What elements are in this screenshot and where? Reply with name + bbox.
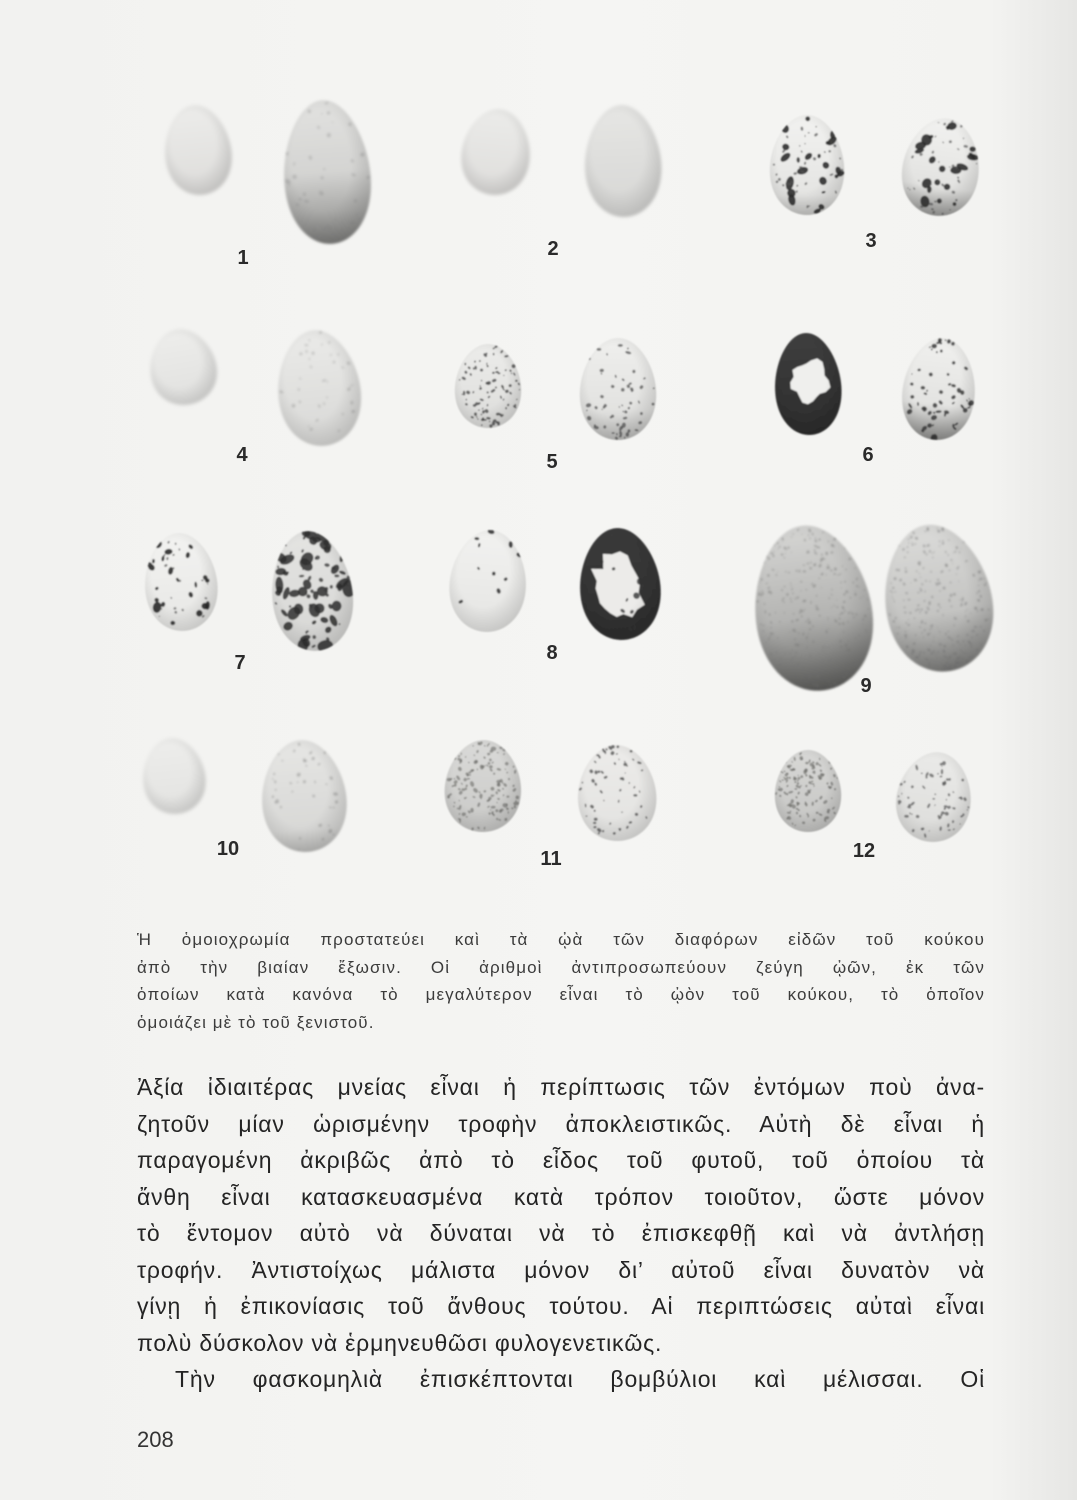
egg-right: [265, 523, 363, 657]
paragraph: [137, 1069, 985, 1361]
egg-shading: [272, 326, 366, 450]
body-line: τροφήν. Ἀντιστοίχως μάλιστα μόνον δι’ αὐτοῦ εἶναι δυνατὸν νὰ: [137, 1256, 985, 1283]
body-line: Ἀξία ἰδιαιτέρας μνείας εἶναι ἡ περίπτωσις τῶν ἐντόμων ποὺ ἀνα-: [137, 1074, 985, 1100]
egg-left: [772, 331, 844, 436]
figure-caption: [137, 926, 985, 1037]
egg-shading: [576, 525, 664, 642]
egg-pair-label: 9: [860, 675, 872, 697]
caption-line: ὁμοιάζει μὲ τὸ τοῦ ξενιστοῦ.: [137, 1013, 375, 1033]
body-line: ζητοῦν μίαν ὡρισμένην τροφὴν ἀποκλειστικῶς. Αὐτὴ δὲ εἶναι ἡ: [137, 1110, 985, 1137]
egg-shading: [160, 102, 235, 198]
egg-shading: [583, 104, 663, 219]
egg-pair: [770, 113, 986, 221]
body-line: πολὺ δύσκολον νὰ ἑρμηνευθῶσι φυλογενετικῶς.: [137, 1329, 663, 1356]
egg-shading: [455, 344, 521, 428]
page-number: 208: [137, 1427, 174, 1452]
egg-pair-label: 6: [862, 444, 874, 466]
egg-left: [144, 324, 223, 410]
paragraph: [137, 1361, 985, 1398]
egg-shading: [279, 97, 375, 247]
egg-left: [139, 735, 209, 817]
egg-right: [897, 334, 981, 446]
egg-pair: [446, 525, 664, 642]
egg-pair-label: 5: [546, 451, 558, 473]
egg-left: [775, 750, 841, 832]
egg-pair-label: 11: [540, 848, 562, 870]
egg-shading: [446, 527, 529, 634]
egg-right: [580, 338, 656, 440]
egg-shading: [443, 739, 523, 834]
egg-pair-label: 8: [546, 642, 558, 664]
egg-pair-label: 4: [236, 444, 248, 466]
egg-left: [770, 115, 846, 215]
egg-right: [896, 113, 985, 221]
egg-right: [583, 104, 663, 219]
egg-shading: [458, 106, 535, 199]
egg-pair: [458, 104, 664, 219]
body-line: παραγομένη ἀκριβῶς ἀπὸ τὸ εἶδος τοῦ φυτοῦ, τοῦ ὁποίου τὰ: [137, 1147, 985, 1173]
egg-pair-label: 12: [852, 840, 876, 862]
egg-pair-label: 2: [547, 238, 559, 260]
body-line: Τὴν φασκομηλιὰ ἐπισκέπτονται βομβύλιοι καὶ μέλισσαι. Οἱ: [175, 1366, 985, 1392]
egg-pair: [144, 324, 366, 450]
egg-shading: [896, 113, 985, 221]
egg-pair: [744, 516, 1004, 698]
egg-shading: [144, 324, 223, 410]
egg-right: [576, 525, 664, 642]
egg-right: [891, 747, 977, 846]
caption-line: Ἡ ὁμοιοχρωμία προστατεύει καὶ τὰ ᾠὰ τῶν διαφόρων εἰδῶν τοῦ κούκου: [137, 930, 985, 949]
egg-right: [258, 737, 350, 855]
egg-left: [141, 531, 220, 634]
egg-left: [443, 739, 523, 834]
body-line: τὸ ἔντομον αὐτὸ νὰ δύναται νὰ τὸ ἐπισκεφθῇ καὶ νὰ ἀντλήσῃ: [137, 1220, 985, 1246]
egg-shading: [141, 531, 220, 634]
caption-line: ὁποίων κατὰ κανόνα τὸ μεγαλύτερον εἶναι τὸ ᾠὸν τοῦ κούκου, τὸ ὁποῖον: [137, 985, 985, 1005]
body-line: ἄνθη εἶναι κατασκευασμένα κατὰ τρόπον τοιοῦτον, ὥστε μόνον: [137, 1183, 985, 1210]
egg-pair: [775, 747, 977, 846]
egg-left: [446, 526, 529, 635]
egg-pair: [455, 338, 656, 440]
egg-left: [458, 106, 535, 199]
body-text: [137, 1069, 985, 1398]
egg-shading: [576, 744, 658, 843]
egg-pair: [772, 331, 981, 446]
egg-pair-label: 7: [234, 652, 246, 674]
egg-shading: [258, 737, 350, 855]
egg-shading: [898, 334, 981, 443]
egg-shading: [580, 338, 656, 440]
egg-right: [272, 326, 366, 450]
egg-shading: [744, 518, 883, 699]
egg-shading: [770, 115, 844, 215]
egg-right: [873, 516, 1004, 680]
caption-line: ἀπὸ τὴν βιαίαν ἔξωσιν. Οἱ ἀριθμοὶ ἀντιπροσωπεύουν ζεύγη ᾠῶν, ἐκ τῶν: [137, 957, 985, 977]
egg-pair-label: 3: [865, 230, 877, 252]
egg-left: [455, 344, 521, 428]
egg-shading: [266, 527, 359, 655]
body-line: γίνῃ ἡ ἐπικονίασις τοῦ ἄνθους τούτου. Αἱ περιπτώσεις αὐταὶ εἶναι: [137, 1293, 985, 1319]
egg-pair: [160, 97, 375, 247]
egg-left: [744, 518, 883, 699]
egg-shading: [775, 750, 841, 832]
egg-shading: [139, 735, 209, 817]
egg-shading: [772, 331, 844, 436]
egg-pair-label: 1: [237, 247, 249, 269]
egg-right: [576, 743, 658, 843]
egg-left: [160, 102, 235, 198]
egg-pair: [141, 523, 363, 657]
egg-shading: [891, 747, 977, 846]
egg-pair-label: 10: [216, 838, 240, 860]
egg-shading: [873, 516, 1004, 680]
egg-pair: [443, 739, 658, 843]
egg-right: [279, 97, 375, 247]
